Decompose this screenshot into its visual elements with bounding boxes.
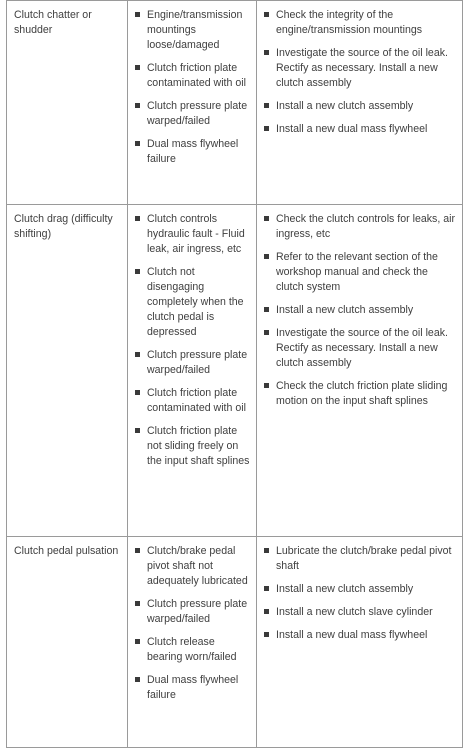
square-bullet-icon [264,307,269,312]
table-row [7,1,463,205]
square-bullet-icon [264,586,269,591]
square-bullet-icon [264,383,269,388]
list-item [135,424,250,469]
square-bullet-icon [264,126,269,131]
list-item [264,582,456,597]
cause-text: Clutch controls hydraulic fault - Fluid leak, air ingress, etc [147,213,245,255]
square-bullet-icon [135,639,140,644]
square-bullet-icon [135,216,140,221]
cause-text: Dual mass flywheel failure [147,674,239,701]
symptom-text: Clutch pedal pulsation [14,545,119,557]
list-item [135,265,250,340]
symptom-cell [7,537,128,748]
cause-text: Engine/transmission mountings loose/damaged [147,9,243,51]
symptom-text: Clutch chatter or shudder [14,9,92,36]
square-bullet-icon [135,65,140,70]
diagnosis-table [6,0,463,748]
actions-list [264,212,456,409]
symptom-text: Clutch drag (difficulty shifting) [14,213,113,240]
causes-list [135,8,250,167]
action-text: Investigate the source of the oil leak. Rectify as necessary. Install a new clutch assembly [276,327,448,369]
square-bullet-icon [135,601,140,606]
causes-cell [128,537,257,748]
square-bullet-icon [135,352,140,357]
list-item [135,99,250,129]
square-bullet-icon [135,12,140,17]
actions-cell [257,537,463,748]
square-bullet-icon [135,103,140,108]
list-item [135,212,250,257]
action-text: Install a new clutch slave cylinder [276,606,433,618]
symptom-cell [7,205,128,537]
list-item [264,8,456,38]
square-bullet-icon [264,50,269,55]
cause-text: Clutch pressure plate warped/failed [147,598,248,625]
list-item [135,61,250,91]
square-bullet-icon [264,216,269,221]
causes-cell [128,1,257,205]
list-item [135,348,250,378]
list-item [264,99,456,114]
list-item [264,303,456,318]
list-item [264,628,456,643]
list-item [135,386,250,416]
cause-text: Clutch release bearing worn/failed [147,636,237,663]
action-text: Install a new clutch assembly [276,304,414,316]
square-bullet-icon [135,677,140,682]
cause-text: Clutch friction plate contaminated with oil [147,387,246,414]
square-bullet-icon [264,609,269,614]
square-bullet-icon [135,269,140,274]
square-bullet-icon [135,428,140,433]
action-text: Install a new dual mass flywheel [276,123,428,135]
list-item [264,544,456,574]
action-text: Investigate the source of the oil leak. Rectify as necessary. Install a new clutch assembly [276,47,448,89]
list-item [264,250,456,295]
list-item [264,46,456,91]
list-item [135,137,250,167]
square-bullet-icon [135,141,140,146]
square-bullet-icon [264,12,269,17]
list-item [264,605,456,620]
cause-text: Dual mass flywheel failure [147,138,239,165]
list-item [135,8,250,53]
symptom-cell [7,1,128,205]
square-bullet-icon [135,390,140,395]
list-item [264,379,456,409]
square-bullet-icon [264,103,269,108]
square-bullet-icon [264,548,269,553]
causes-cell [128,205,257,537]
cause-text: Clutch friction plate contaminated with oil [147,62,246,89]
action-text: Install a new clutch assembly [276,583,414,595]
actions-list [264,544,456,643]
list-item [135,544,250,589]
table-row [7,205,463,537]
actions-cell [257,1,463,205]
actions-cell [257,205,463,537]
action-text: Lubricate the clutch/brake pedal pivot shaft [276,545,452,572]
action-text: Install a new clutch assembly [276,100,414,112]
square-bullet-icon [135,548,140,553]
cause-text: Clutch friction plate not sliding freely on the input shaft splines [147,425,250,467]
list-item [135,673,250,703]
action-text: Install a new dual mass flywheel [276,629,428,641]
action-text: Refer to the relevant section of the workshop manual and check the clutch system [276,251,438,293]
cause-text: Clutch pressure plate warped/failed [147,349,248,376]
list-item [264,212,456,242]
causes-list [135,544,250,703]
list-item [264,122,456,137]
actions-list [264,8,456,137]
cause-text: Clutch pressure plate warped/failed [147,100,248,127]
action-text: Check the clutch friction plate sliding motion on the input shaft splines [276,380,448,407]
list-item [135,635,250,665]
action-text: Check the integrity of the engine/transmission mountings [276,9,423,36]
list-item [264,326,456,371]
square-bullet-icon [264,632,269,637]
action-text: Check the clutch controls for leaks, air ingress, etc [276,213,455,240]
square-bullet-icon [264,254,269,259]
square-bullet-icon [264,330,269,335]
cause-text: Clutch/brake pedal pivot shaft not adequately lubricated [147,545,248,587]
causes-list [135,212,250,469]
table-row [7,537,463,748]
list-item [135,597,250,627]
cause-text: Clutch not disengaging completely when the clutch pedal is depressed [147,266,244,338]
